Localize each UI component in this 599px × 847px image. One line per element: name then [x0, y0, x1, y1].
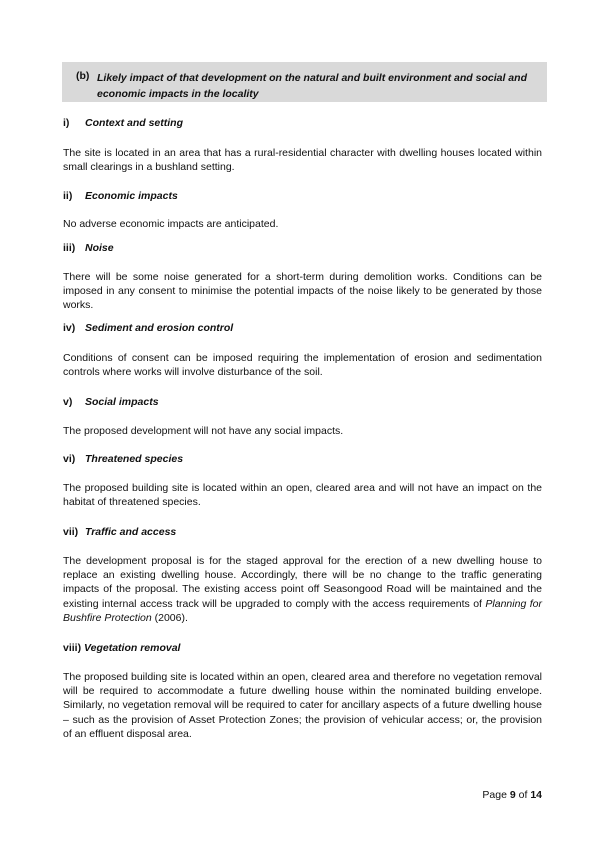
subsection-title: Sediment and erosion control: [85, 322, 234, 334]
section-header-box: [62, 62, 547, 102]
subsection-heading: [63, 453, 183, 465]
subsection-number: viii): [63, 642, 82, 654]
subsection-paragraph: Conditions of consent can be imposed requiring the implementation of erosion and sedimentation controls where works will involve disturbance of the soil.: [63, 352, 542, 379]
subsection-heading: [63, 396, 159, 408]
subsection-paragraph: There will be some noise generated for a short-term during demolition works. Conditions can be imposed in any consent to minimise the potential impacts of the noise likely to be generated by those works.: [63, 271, 542, 312]
subsection-title: Vegetation removal: [84, 642, 181, 654]
subsection-title: Noise: [85, 242, 114, 254]
subsection-paragraph: The proposed building site is located within an open, cleared area and will not have an impact on the habitat of threatened species.: [63, 482, 542, 509]
paragraph-text: The development proposal is for the staged approval for the erection of a new dwelling house to replace an existing dwelling house. Accordingly, there will be no change to the traffic generating impacts of the proposal. The existing access point off Seasongood Road will be maintained and the existing internal access track will be upgraded to comply with the access requirements of: [63, 555, 542, 610]
subsection-number: i): [63, 117, 70, 129]
subsection-paragraph: [63, 554, 542, 625]
subsection-paragraph: No adverse economic impacts are anticipated.: [63, 218, 279, 230]
subsection-heading: [63, 322, 233, 334]
section-label: (b): [76, 70, 90, 82]
subsection-number: vi): [63, 453, 76, 465]
subsection-heading: [63, 526, 176, 538]
subsection-number: iv): [63, 322, 76, 334]
subsection-title: Social impacts: [85, 396, 159, 408]
subsection-number: ii): [63, 190, 73, 202]
subsection-paragraph: The site is located in an area that has a rural-residential character with dwelling houses located within small clearings in a bushland setting.: [63, 147, 542, 174]
section-title: Likely impact of that development on the natural and built environment and social and economic impacts in the locality: [97, 72, 527, 100]
subsection-heading: [63, 190, 178, 202]
subsection-title: Threatened species: [85, 453, 184, 465]
publication-title: Planning for Bushfire Protection: [63, 597, 542, 624]
subsection-number: iii): [63, 242, 76, 254]
subsection-title: Context and setting: [85, 117, 184, 129]
total-pages: 14: [530, 789, 542, 801]
subsection-heading: [63, 117, 183, 129]
paragraph-text-tail: (2006).: [151, 611, 188, 624]
subsection-number: v): [63, 396, 73, 408]
page-number: [482, 789, 542, 801]
subsection-number: vii): [63, 526, 79, 538]
subsection-paragraph: The proposed building site is located within an open, cleared area and therefore no vegetation removal will be required to accommodate a future dwelling house within the nominated building envelope. Similarly, no vegetation removal will be required to cater for ancillary aspects of a future dwelling house – such as the provision of Asset Protection Zones; the provision of vehicular access; or, the provision of an effluent disposal area.: [63, 671, 542, 740]
current-page: 9: [509, 789, 516, 801]
page-word: Page: [482, 789, 507, 801]
subsection-heading: [63, 642, 180, 654]
subsection-heading: [63, 242, 114, 254]
subsection-title: Traffic and access: [85, 526, 177, 538]
subsection-title: Economic impacts: [85, 190, 178, 202]
of-word: of: [518, 789, 528, 801]
subsection-paragraph: The proposed development will not have any social impacts.: [63, 425, 344, 437]
